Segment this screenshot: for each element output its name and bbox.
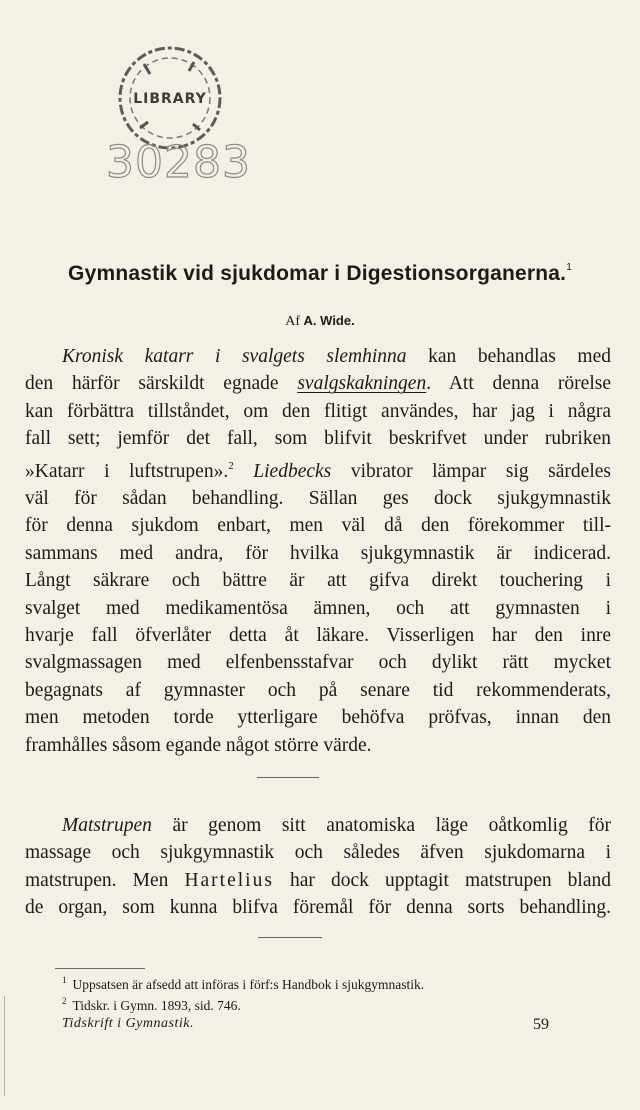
running-head: Tidskrift i Gymnastik. bbox=[62, 1016, 194, 1031]
text-line: svalgmassagen med elfenbensstafvar och dylikt rätt mycket bbox=[25, 652, 611, 674]
text-span: »Katarr i luftstrupen». bbox=[25, 460, 229, 482]
text-line bbox=[25, 812, 611, 839]
footnote bbox=[62, 993, 424, 1014]
emphasis-name: Liedbecks bbox=[233, 460, 332, 482]
title-footnote-ref: 1 bbox=[566, 262, 572, 273]
footnotes bbox=[62, 972, 424, 1014]
section-divider bbox=[257, 777, 319, 778]
text-span: är genom sitt anatomiska läge oåtkomlig för bbox=[151, 815, 611, 836]
author-name: A. Wide. bbox=[303, 313, 355, 328]
emphasis-term: svalgskakningen bbox=[297, 373, 427, 395]
text-line: kan förbättra tillståndet, om den flitigt användes, har jag i några bbox=[25, 400, 611, 422]
text-line: begagnats af gymnaster och på senare tid rekommenderats, bbox=[25, 679, 611, 701]
text-line bbox=[25, 453, 611, 485]
stamp-number: 30283 bbox=[106, 137, 251, 188]
text-span: matstrupen. Men bbox=[25, 869, 185, 891]
footnote-text: Uppsatsen är afsedd att införas i förf:s Handbok i sjukgymnastik. bbox=[72, 977, 425, 992]
text-span: . Att denna rörelse bbox=[426, 373, 611, 395]
text-line: men metoden torde ytterligare behöfva pröfvas, innan den bbox=[25, 707, 611, 729]
paragraph-1 bbox=[25, 343, 611, 759]
text-line: hvarje fall öfverlåter detta åt läkare. Visserligen har den inre bbox=[25, 625, 611, 647]
footnote-mark: 2 bbox=[62, 996, 67, 1006]
text-line: de organ, som kunna blifva föremål för denna sorts behandling. bbox=[25, 897, 611, 919]
text-span: har dock upptagit matstrupen bland bbox=[273, 869, 612, 891]
byline bbox=[0, 313, 640, 330]
text-span: den härför särskildt egnade bbox=[25, 373, 298, 395]
text-line: svalget med medikamentösa ämnen, och att gymnasten i bbox=[25, 597, 611, 619]
article-title bbox=[0, 262, 640, 286]
stamp-text: LIBRARY bbox=[133, 91, 207, 107]
text-line: massage och sjukgymnastik och således äfven sjukdomarna i bbox=[25, 842, 611, 864]
footnote bbox=[62, 972, 424, 993]
text-line: framhålles såsom egande något större värde. bbox=[25, 734, 372, 756]
text-span: kan behandlas med bbox=[406, 346, 612, 367]
footnote-mark: 1 bbox=[62, 975, 67, 985]
page-edge-mark bbox=[4, 996, 5, 1096]
section-divider bbox=[258, 937, 322, 938]
text-line: fall sett; jemför det fall, som blifvit beskrifvet under rubriken bbox=[25, 428, 611, 450]
text-line bbox=[25, 370, 611, 397]
text-line: väl för sådan behandling. Sällan ges dock sjukgymnastik bbox=[25, 488, 611, 510]
text-span: vibrator lämpar sig särdeles bbox=[331, 460, 611, 482]
spaced-name: Hartelius bbox=[184, 869, 274, 891]
footnote-rule bbox=[55, 968, 145, 969]
footnote-text: Tidskr. i Gymn. 1893, sid. 746. bbox=[72, 998, 241, 1013]
text-line bbox=[25, 343, 611, 370]
text-line bbox=[25, 867, 611, 894]
topic-heading: Matstrupen bbox=[62, 815, 152, 836]
page-number: 59 bbox=[533, 1016, 549, 1033]
text-line: Långt säkrare och bättre är att gifva direkt touchering i bbox=[25, 570, 611, 592]
paragraph-2 bbox=[25, 812, 611, 922]
footnote-ref: 2 bbox=[228, 459, 234, 472]
byline-prefix: Af bbox=[285, 314, 301, 329]
text-line: för denna sjukdom enbart, men väl då den förekommer till- bbox=[25, 515, 611, 537]
title-text: Gymnastik vid sjukdomar i Digestionsorganerna. bbox=[68, 262, 567, 285]
topic-heading: Kronisk katarr i svalgets slemhinna bbox=[62, 346, 407, 367]
text-line: sammans med andra, för hvilka sjukgymnastik är indicerad. bbox=[25, 542, 611, 564]
